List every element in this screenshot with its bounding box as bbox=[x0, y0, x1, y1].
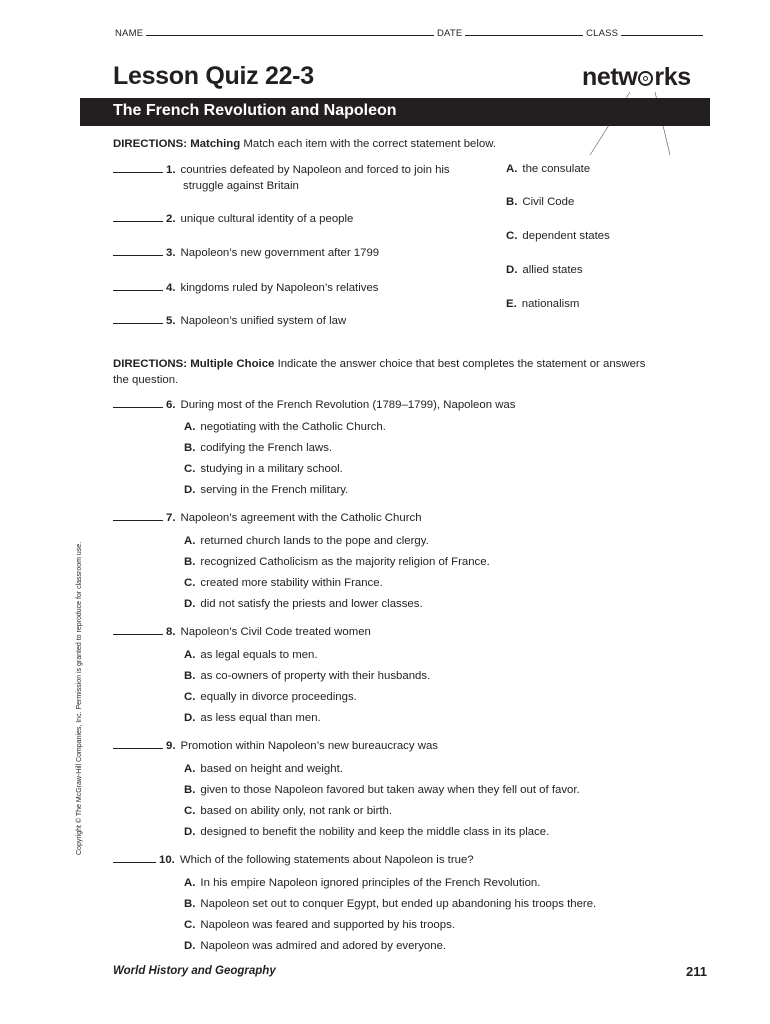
directions-label: DIRECTIONS: bbox=[113, 138, 188, 150]
question-number: 6. bbox=[166, 399, 176, 411]
question-text: Napoleon’s agreement with the Catholic Church bbox=[180, 512, 422, 524]
book-title: World History and Geography bbox=[113, 965, 276, 977]
option-text: Napoleon set out to conquer Egypt, but ended up abandoning his troops there. bbox=[200, 898, 597, 910]
option bbox=[184, 577, 383, 589]
option-text: codifying the French laws. bbox=[200, 442, 333, 454]
option bbox=[184, 442, 332, 454]
answer-letter: C. bbox=[506, 230, 518, 242]
matching-item bbox=[113, 313, 346, 329]
question bbox=[113, 738, 438, 754]
answer-text: Civil Code bbox=[522, 196, 575, 208]
answer-letter: D. bbox=[506, 264, 518, 276]
option-letter: A. bbox=[184, 877, 196, 889]
option bbox=[184, 421, 386, 433]
option bbox=[184, 463, 343, 475]
matching-answer bbox=[506, 163, 590, 175]
answer-blank[interactable] bbox=[113, 245, 163, 256]
option-text: designed to benefit the nobility and keep the middle class in its place. bbox=[200, 826, 550, 838]
option-letter: C. bbox=[184, 691, 196, 703]
option bbox=[184, 784, 580, 796]
item-text: kingdoms ruled by Napoleon’s relatives bbox=[180, 282, 379, 294]
item-number: 1. bbox=[166, 164, 176, 176]
question-text: Napoleon’s Civil Code treated women bbox=[180, 626, 371, 638]
copyright-notice: Copyright © The McGraw-Hill Companies, Inc. Permission is granted to reproduce for classroom use. bbox=[76, 541, 83, 855]
directions-type: Matching bbox=[190, 138, 241, 150]
option bbox=[184, 556, 490, 568]
page-title: Lesson Quiz 22-3 bbox=[113, 62, 314, 90]
answer-blank[interactable] bbox=[113, 852, 156, 863]
directions-label: DIRECTIONS: bbox=[113, 358, 188, 370]
option-letter: A. bbox=[184, 535, 196, 547]
answer-text: nationalism bbox=[521, 298, 580, 310]
matching-item bbox=[113, 280, 378, 296]
option-letter: B. bbox=[184, 898, 196, 910]
option bbox=[184, 940, 446, 952]
option-text: given to those Napoleon favored but taken away when they fell out of favor. bbox=[200, 784, 580, 796]
multiple-choice-directions-continued: the question. bbox=[113, 374, 179, 386]
option-text: In his empire Napoleon ignored principles of the French Revolution. bbox=[200, 877, 541, 889]
option bbox=[184, 898, 596, 910]
option-text: recognized Catholicism as the majority religion of France. bbox=[200, 556, 490, 568]
option bbox=[184, 805, 392, 817]
subtitle-banner bbox=[80, 98, 710, 126]
answer-text: dependent states bbox=[522, 230, 610, 242]
answer-blank[interactable] bbox=[113, 624, 163, 635]
option-text: did not satisfy the priests and lower classes. bbox=[200, 598, 423, 610]
item-text: Napoleon’s unified system of law bbox=[180, 315, 347, 327]
logo-text-end: rks bbox=[654, 63, 691, 91]
question bbox=[113, 852, 474, 868]
option-text: equally in divorce proceedings. bbox=[200, 691, 357, 703]
question-number: 7. bbox=[166, 512, 176, 524]
option-text: negotiating with the Catholic Church. bbox=[200, 421, 386, 433]
option-text: Napoleon was feared and supported by his troops. bbox=[200, 919, 455, 931]
option-text: returned church lands to the pope and clergy. bbox=[200, 535, 429, 547]
matching-answer bbox=[506, 230, 610, 242]
question-number: 9. bbox=[166, 740, 176, 752]
question bbox=[113, 624, 371, 640]
option-letter: D. bbox=[184, 826, 196, 838]
item-text: countries defeated by Napoleon and forced to join his bbox=[180, 164, 450, 176]
answer-blank[interactable] bbox=[113, 738, 163, 749]
directions-text: Indicate the answer choice that best completes the statement or answers bbox=[277, 358, 646, 370]
question-number: 10. bbox=[159, 854, 175, 866]
item-number: 3. bbox=[166, 247, 176, 259]
option-letter: D. bbox=[184, 484, 196, 496]
question-number: 8. bbox=[166, 626, 176, 638]
option-text: as co-owners of property with their husbands. bbox=[200, 670, 431, 682]
question-text: Which of the following statements about Napoleon is true? bbox=[179, 854, 474, 866]
option-text: created more stability within France. bbox=[200, 577, 383, 589]
matching-answer bbox=[506, 298, 579, 310]
logo-text-start: netw bbox=[582, 63, 638, 91]
date-label: DATE bbox=[436, 28, 463, 39]
option bbox=[184, 712, 321, 724]
directions-text: Match each item with the correct statement below. bbox=[243, 138, 496, 150]
matching-directions bbox=[113, 136, 496, 152]
answer-text: allied states bbox=[522, 264, 583, 276]
option-letter: C. bbox=[184, 919, 196, 931]
name-date-class-line bbox=[115, 26, 715, 39]
option-letter: D. bbox=[184, 598, 196, 610]
answer-blank[interactable] bbox=[113, 280, 163, 291]
name-field[interactable] bbox=[146, 26, 434, 36]
item-number: 2. bbox=[166, 213, 176, 225]
option-letter: D. bbox=[184, 940, 196, 952]
option bbox=[184, 649, 318, 661]
class-field[interactable] bbox=[621, 26, 703, 36]
question-text: Promotion within Napoleon’s new bureaucracy was bbox=[180, 740, 438, 752]
item-text: unique cultural identity of a people bbox=[180, 213, 354, 225]
answer-blank[interactable] bbox=[113, 510, 163, 521]
answer-blank[interactable] bbox=[113, 211, 163, 222]
subtitle: The French Revolution and Napoleon bbox=[113, 102, 397, 119]
question bbox=[113, 510, 422, 526]
option-letter: C. bbox=[184, 805, 196, 817]
option bbox=[184, 691, 357, 703]
option bbox=[184, 535, 429, 547]
matching-answer bbox=[506, 196, 574, 208]
answer-letter: E. bbox=[506, 298, 517, 310]
item-text: Napoleon’s new government after 1799 bbox=[180, 247, 380, 259]
option bbox=[184, 763, 343, 775]
date-field[interactable] bbox=[465, 26, 583, 36]
option-letter: D. bbox=[184, 712, 196, 724]
page-number: 211 bbox=[686, 964, 707, 979]
matching-item bbox=[113, 211, 353, 227]
option-text: as legal equals to men. bbox=[200, 649, 318, 661]
option-letter: B. bbox=[184, 670, 196, 682]
option bbox=[184, 484, 348, 496]
option-letter: B. bbox=[184, 556, 196, 568]
option-letter: B. bbox=[184, 442, 196, 454]
question-text: During most of the French Revolution (1789–1799), Napoleon was bbox=[180, 399, 516, 411]
multiple-choice-directions bbox=[113, 356, 645, 372]
directions-type: Multiple Choice bbox=[190, 358, 275, 370]
item-number: 5. bbox=[166, 315, 176, 327]
matching-item-continued: struggle against Britain bbox=[183, 180, 299, 192]
option-text: serving in the French military. bbox=[200, 484, 349, 496]
option bbox=[184, 919, 455, 931]
item-number: 4. bbox=[166, 282, 176, 294]
answer-letter: B. bbox=[506, 196, 518, 208]
question bbox=[113, 397, 515, 413]
option bbox=[184, 826, 549, 838]
matching-item bbox=[113, 245, 379, 261]
option-text: based on height and weight. bbox=[200, 763, 343, 775]
option-letter: C. bbox=[184, 463, 196, 475]
answer-blank[interactable] bbox=[113, 397, 163, 408]
option-text: based on ability only, not rank or birth. bbox=[200, 805, 393, 817]
option bbox=[184, 598, 423, 610]
answer-letter: A. bbox=[506, 163, 518, 175]
matching-answer bbox=[506, 264, 583, 276]
class-label: CLASS bbox=[586, 28, 619, 39]
matching-item bbox=[113, 162, 450, 178]
option bbox=[184, 877, 540, 889]
option-letter: A. bbox=[184, 421, 196, 433]
name-label: NAME bbox=[115, 28, 144, 39]
answer-blank[interactable] bbox=[113, 313, 163, 324]
answer-blank[interactable] bbox=[113, 162, 163, 173]
option-text: Napoleon was admired and adored by everyone. bbox=[200, 940, 447, 952]
option-letter: C. bbox=[184, 577, 196, 589]
answer-text: the consulate bbox=[522, 163, 591, 175]
option-text: as less equal than men. bbox=[200, 712, 321, 724]
option-letter: B. bbox=[184, 784, 196, 796]
option-text: studying in a military school. bbox=[200, 463, 343, 475]
option-letter: A. bbox=[184, 649, 196, 661]
option bbox=[184, 670, 430, 682]
option-letter: A. bbox=[184, 763, 196, 775]
